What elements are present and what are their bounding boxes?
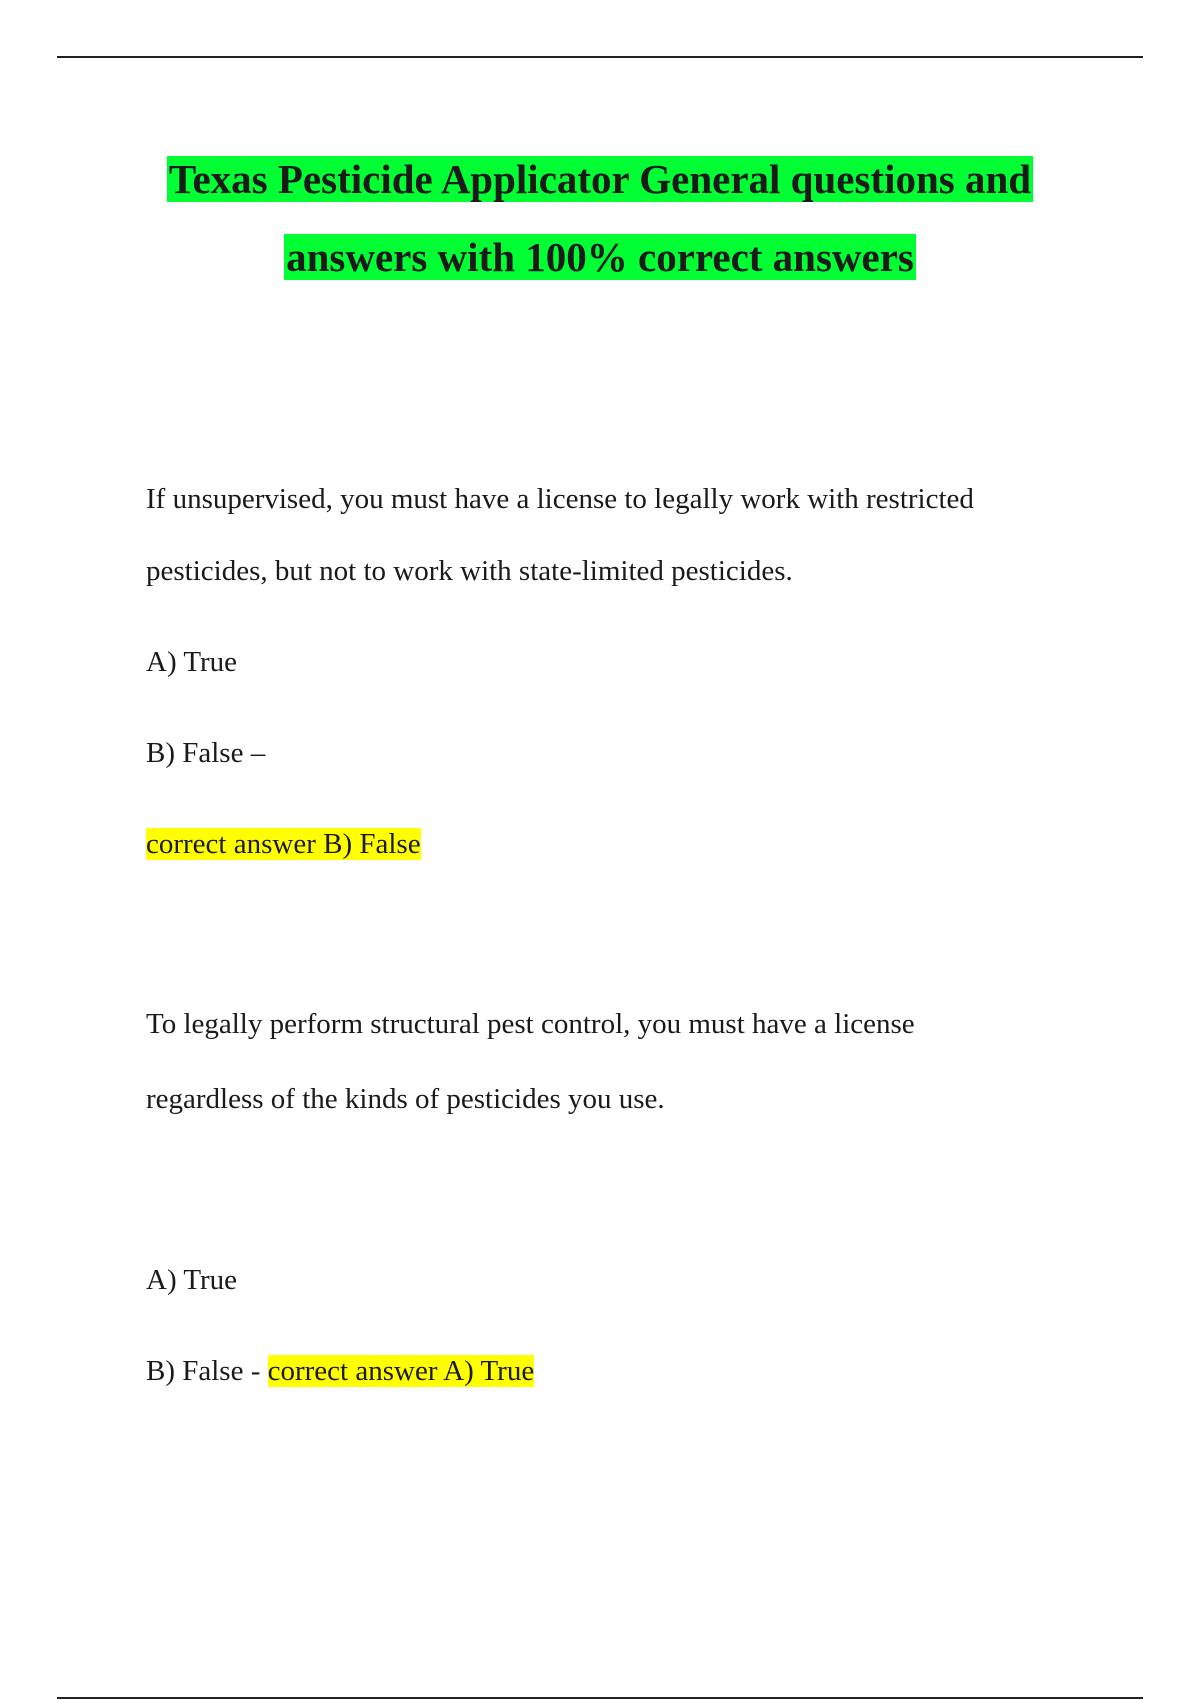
question-1-correct-answer: correct answer B) False [146,828,421,860]
document-title [0,140,1200,296]
question-2-prompt-line-2: regardless of the kinds of pesticides you use. [146,1083,665,1115]
question-2-option-b: B) False - [146,1355,268,1387]
title-line-1 [0,140,1200,218]
title-line-2 [0,218,1200,296]
footer-rule [57,1697,1143,1699]
title-line-2-text: answers with 100% correct answers [286,234,914,280]
question-1-answer-line [146,827,421,861]
question-1-prompt-line-1: If unsupervised, you must have a license to legally work with restricted [146,483,974,515]
question-2-option-a: A) True [146,1264,238,1296]
title-line-1-text: Texas Pesticide Applicator General questions and [168,156,1032,202]
question-1-option-a: A) True [146,646,238,678]
question-1-option-b: B) False – [146,737,266,769]
question-2-correct-answer: correct answer A) True [267,1355,535,1387]
question-2-option-b-line [146,1354,534,1388]
question-1-prompt-line-2: pesticides, but not to work with state-limited pesticides. [146,555,793,587]
header-rule [57,56,1143,58]
question-2-prompt-line-1: To legally perform structural pest control, you must have a license [146,1008,915,1040]
